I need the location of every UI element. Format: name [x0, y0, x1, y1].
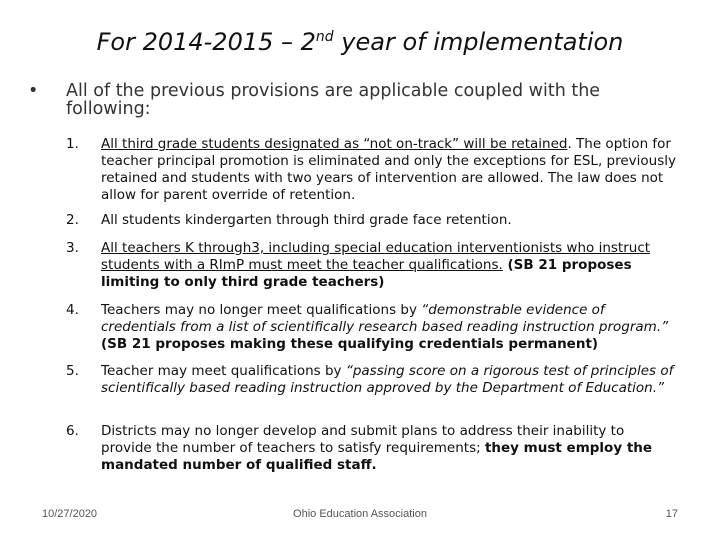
item-body	[101, 363, 676, 397]
item-number: 3.	[66, 240, 79, 256]
item-bold: (SB 21 proposes limiting to only third grade teachers)	[101, 257, 632, 290]
item-body	[101, 302, 676, 353]
item-text: All students kindergarten through third grade face retention.	[101, 212, 512, 228]
bullet-dot-icon: •	[28, 81, 39, 101]
item-text: Districts may no longer develop and submit plans to address their inability to provide the number of teachers to satisfy requirements;	[101, 423, 625, 456]
item-italic: “passing score on a rigorous test of principles of scientifically based reading instruction approved by the Department of Education.”	[101, 363, 674, 396]
provision-item-2	[66, 212, 676, 229]
item-number: 1.	[66, 136, 79, 152]
provision-item-5	[66, 363, 676, 397]
footer-organization: Ohio Education Association	[293, 508, 427, 520]
title-tail: year of implementation	[333, 28, 624, 56]
item-number: 5.	[66, 363, 79, 379]
slide-title	[0, 28, 720, 56]
item-text: Teacher may meet qualifications by	[101, 363, 346, 379]
item-number: 2.	[66, 212, 79, 228]
title-main: For 2014-2015 – 2	[96, 28, 316, 56]
item-number: 6.	[66, 423, 79, 439]
footer-page-number: 17	[665, 508, 678, 520]
item-body	[101, 136, 676, 204]
intro-text: All of the previous provisions are applicable coupled with the following:	[66, 81, 601, 119]
item-text: Teachers may no longer meet qualifications by	[101, 302, 422, 318]
item-body	[101, 423, 676, 474]
provision-item-4	[66, 302, 676, 353]
item-number: 4.	[66, 302, 79, 318]
provision-item-6	[66, 423, 676, 474]
provision-item-1	[66, 136, 676, 204]
item-text: . The option for teacher principal promotion is eliminated and only the exceptions for ESL, previously retained and students with two years of intervention are allowed. The law does not allow for parent override of retention.	[101, 136, 676, 203]
intro-bullet	[28, 81, 656, 119]
footer-date: 10/27/2020	[42, 508, 98, 520]
item-underlined: All teachers K through3, including special education interventionists who instruct students with a RImP must meet the teacher qualifications.	[101, 240, 651, 273]
provision-item-3	[66, 240, 676, 291]
title-superscript: nd	[315, 29, 334, 45]
item-bold: they must employ the mandated number of qualified staff.	[101, 440, 653, 473]
item-bold: (SB 21 proposes making these qualifying credentials permanent)	[101, 336, 599, 352]
item-underlined: All third grade students designated as “not on-track” will be retained	[101, 136, 568, 152]
item-body	[101, 240, 676, 291]
item-italic: “demonstrable evidence of credentials from a list of scientifically research based reading instruction program.”	[101, 302, 669, 335]
